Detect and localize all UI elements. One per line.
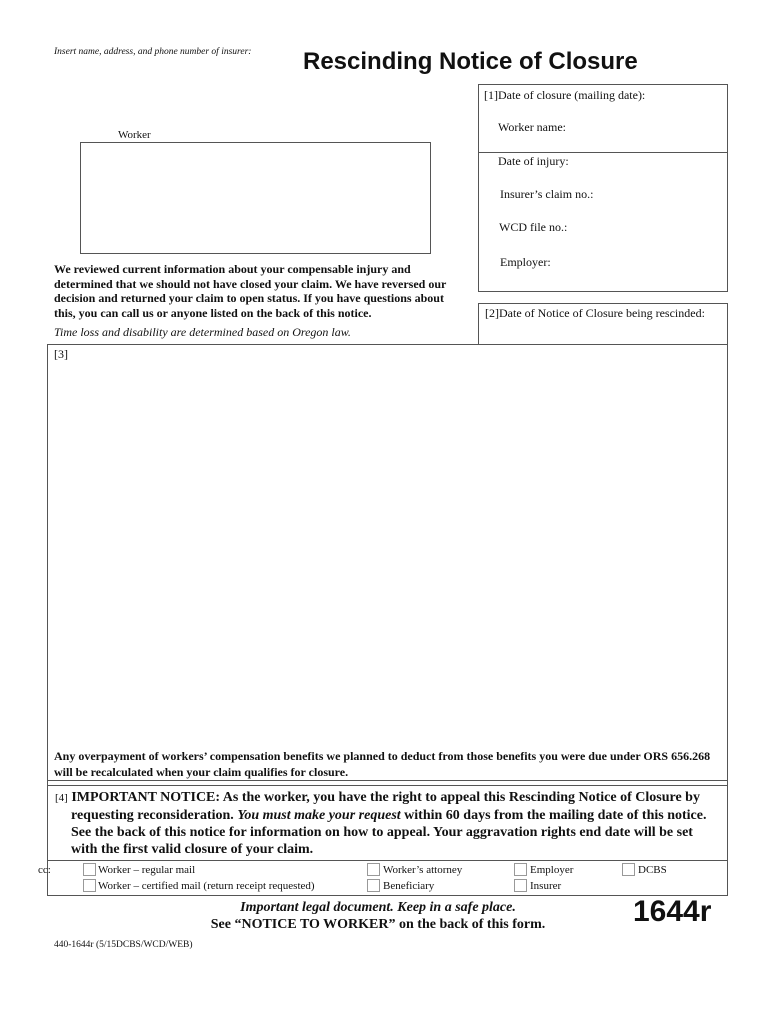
date-of-injury-label: Date of injury:: [498, 154, 569, 168]
important-notice: [55, 789, 721, 858]
see-notice-note: See “NOTICE TO WORKER” on the back of this form.: [210, 917, 546, 932]
cc-insurer-label: Insurer: [530, 880, 562, 892]
section-3-marker: [3]: [54, 347, 68, 361]
cc-beneficiary-checkbox[interactable]: [367, 879, 380, 892]
section-4-marker: [4]: [55, 792, 68, 804]
important-document-note: Important legal document. Keep in a safe place.: [240, 900, 516, 915]
section-divider-2: [47, 785, 728, 786]
notice-part1: IMPORTANT NOTICE: As the worker, you have the right to appeal this Rescinding Notice of Closure by requesting reconsideration.: [71, 790, 700, 823]
cc-worker-regular-label: Worker – regular mail: [98, 864, 196, 876]
insurer-prompt: Insert name, address, and phone number of insurer:: [54, 47, 252, 57]
oregon-law-note: Time loss and disability are determined based on Oregon law.: [54, 325, 351, 339]
cc-dcbs-label: DCBS: [638, 864, 667, 876]
cc-divider: [47, 860, 728, 861]
rescinded-date-label: [2]Date of Notice of Closure being rescinded:: [485, 306, 705, 320]
intro-paragraph: We reviewed current information about your compensable injury and determined that we should not have closed your claim. We have reversed our decision and returned your claim to open status. If you have questions about this, you can call us or anyone listed on the back of this notice.: [54, 262, 447, 320]
cc-workers-attorney-label: Worker’s attorney: [383, 864, 463, 876]
section-divider-1: [47, 780, 728, 781]
insurer-claim-no-label: Insurer’s claim no.:: [500, 187, 594, 201]
cc-insurer-checkbox[interactable]: [514, 879, 527, 892]
cc-employer-checkbox[interactable]: [514, 863, 527, 876]
worker-address-box[interactable]: [80, 142, 431, 254]
cc-worker-certified-checkbox[interactable]: [83, 879, 96, 892]
overpayment-paragraph: Any overpayment of workers’ compensation benefits we planned to deduct from those benefits you were due under ORS 656.268 will be recalculated when your claim qualifies for closure.: [54, 749, 711, 779]
cc-label: cc:: [38, 864, 51, 876]
form-number: 1644r: [633, 895, 712, 928]
cc-worker-certified-label: Worker – certified mail (return receipt requested): [98, 880, 315, 892]
panel-divider: [478, 152, 728, 153]
cc-employer-label: Employer: [530, 864, 574, 876]
cc-worker-regular-checkbox[interactable]: [83, 863, 96, 876]
worker-name-label: Worker name:: [498, 120, 567, 134]
cc-workers-attorney-checkbox[interactable]: [367, 863, 380, 876]
notice-part3: within 60 days from the mailing date of this notice. See the back of this notice for information on how to appeal. Your aggravation rights end date will be set with the first valid closure of your claim.: [71, 808, 707, 857]
employer-label: Employer:: [500, 255, 551, 269]
notice-part2: You must make your request: [237, 808, 401, 823]
date-of-closure-label: [1]Date of closure (mailing date):: [484, 88, 646, 102]
worker-label: Worker: [110, 129, 159, 141]
wcd-file-no-label: WCD file no.:: [499, 220, 568, 234]
cc-dcbs-checkbox[interactable]: [622, 863, 635, 876]
form-code: 440-1644r (5/15DCBS/WCD/WEB): [54, 940, 193, 950]
cc-beneficiary-label: Beneficiary: [383, 880, 435, 892]
form-title: Rescinding Notice of Closure: [303, 48, 638, 75]
